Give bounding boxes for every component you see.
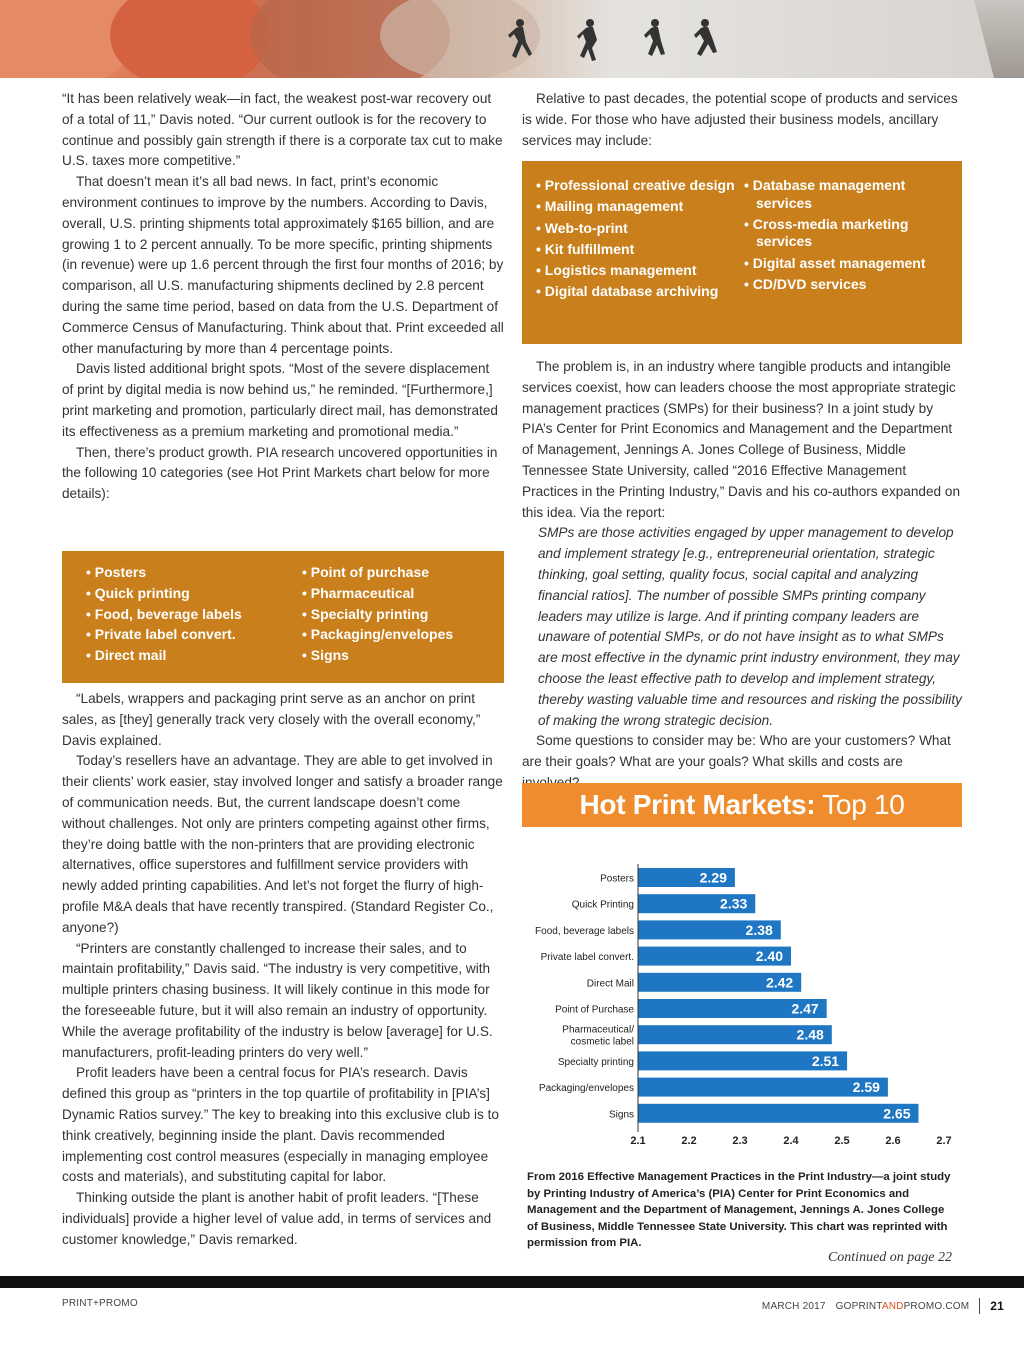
paragraph: The problem is, in an industry where tangible products and intangible services coexist, how can leaders choose the most appropriate strategic management practices (SMPs) for their business? In a joint study by PIA’s Center for Print Economics and Management and the Department of Management, Jennings A. Jones College of Business, Middle Tennessee State University, called “2016 Effective Management Practices in the Printing Industry,” Davis and his co-authors expanded on this idea. Via the report: — [522, 359, 960, 520]
list-item: • Point of purchase — [302, 564, 430, 580]
value-label: 2.42 — [765, 974, 794, 991]
list-item: • Kit fulfillment — [536, 240, 635, 257]
paragraph: Relative to past decades, the potential scope of products and services is wide. For those who have adjusted their business models, ancillary services may include: — [522, 91, 958, 148]
services-list-2 — [744, 177, 960, 344]
categories-list-1 — [86, 562, 302, 683]
x-tick-label: 2.2 — [681, 1135, 697, 1147]
chart-caption: From 2016 Effective Management Practices in the Print Industry—a joint study by Printing Industry of America’s (PIA) Center for Print Economics and Management and the Department of Management, Jennings A. Jones College of Business, Middle Tennessee State University. This chart was reprinted with permission from PIA. — [527, 1171, 951, 1249]
value-label: 2.29 — [699, 869, 727, 886]
paragraph: Some questions to consider may be: Who are your customers? What are their goals? What are your goals? What skills and costs are — [522, 733, 951, 770]
x-tick-label: 2.4 — [783, 1135, 799, 1147]
bar — [638, 1104, 919, 1123]
category-label: Specialty printing — [557, 1056, 634, 1068]
value-label: 2.59 — [852, 1079, 880, 1096]
list-item: • Pharmaceutical — [302, 584, 415, 601]
website-part: GOPRINT — [835, 1300, 882, 1312]
category-label: Packaging/envelopes — [538, 1083, 634, 1095]
categories-list-2 — [302, 562, 502, 683]
page-number: 21 — [990, 1299, 1004, 1313]
list-item: • Logistics management — [536, 262, 697, 279]
left-column — [62, 89, 504, 505]
value-label: 2.38 — [745, 921, 773, 938]
list-item: • Packaging/envelopes — [302, 626, 454, 643]
value-label: 2.51 — [811, 1052, 840, 1069]
list-item: • Specialty printing — [302, 605, 429, 622]
chart-title-bold: Hot Print Markets: — [579, 789, 816, 820]
value-label: 2.48 — [796, 1026, 824, 1043]
list-item: • Database management services — [744, 177, 906, 211]
list-item: • Professional creative design — [536, 177, 735, 193]
publication-name: PRINT+PROMO — [62, 1298, 138, 1309]
value-label: 2.65 — [883, 1105, 911, 1122]
paragraph: Thinking outside the plant is another habit of profit leaders. “[These individuals] provide a higher level of value add, in terms of services and customer knowledge,” Davis remarked. — [62, 1190, 492, 1247]
list-item: • CD/DVD services — [744, 275, 867, 292]
pencil-graphic — [974, 0, 1024, 78]
right-column-body — [522, 357, 962, 794]
paragraph: “Labels, wrappers and packaging print serve as an anchor on print sales, as [they] generally track very closely with the overall economy,” Davis explained. — [62, 691, 481, 748]
category-label: Direct Mail — [586, 978, 634, 990]
x-tick-label: 2.6 — [885, 1135, 901, 1147]
list-item: • Posters — [86, 564, 147, 580]
list-item: • Cross-media marketing services — [744, 215, 909, 250]
paragraph: “Printers are constantly challenged to increase their sales, and to maintain profitability,” Davis said. “The industry is very competitive, with multiple printers chasing business. It will likely continue in this mode for the foreseeable future, but it will also remain an industry of opportunity. While the average profitability of the industry is below [average] for U.S. manufacturers, profit-leading printers do very well.” — [62, 940, 493, 1060]
footer-right — [762, 1298, 1004, 1314]
website-part: PROMO.COM — [903, 1300, 970, 1312]
chart-title-normal: Top 10 — [815, 789, 905, 820]
header-banner-image — [0, 0, 1024, 78]
categories-box — [62, 551, 504, 683]
category-label: Point of Purchase — [555, 1004, 634, 1016]
list-item: • Mailing management — [536, 198, 684, 215]
x-tick-label: 2.7 — [936, 1135, 952, 1147]
list-item: • Direct mail — [86, 647, 167, 664]
x-tick-label: 2.5 — [834, 1135, 850, 1147]
bar — [638, 1078, 888, 1097]
right-column-intro — [522, 89, 962, 151]
website-part: AND — [881, 1300, 904, 1312]
list-item: • Private label convert. — [86, 626, 236, 643]
category-label: Quick Printing — [571, 899, 634, 911]
paragraph: Today’s resellers have an advantage. They are able to get involved in their clients’ work easier, stay involved longer and satisfy a broader range of communication needs. But, the current landscape doesn’t come without challenges. Not only are printers competing against other firms, they’re doing battle with the non-printers that are providing electronic alternatives, office superstores and fulfillment service providers with newly added printing capabilities. And let’s not forget the flurry of high-profile M&A deals that have recently transpired. (Standard Register Co., anyone?) — [62, 753, 503, 935]
list-item: • Food, beverage labels — [86, 605, 242, 622]
runners-illustration — [500, 16, 750, 71]
value-label: 2.47 — [791, 1000, 819, 1017]
value-label: 2.33 — [720, 895, 748, 912]
paragraph: “It has been relatively weak—in fact, the weakest post-war recovery out of a total of 11,” Davis noted. “Our current outlook is for the recovery to continue and possibly gain strength if there is a corporate tax cut to make U.S. taxes more competitive.” — [62, 91, 503, 169]
footer-rule — [0, 1276, 1024, 1288]
list-item: • Web-to-print — [536, 219, 628, 236]
paragraph: Davis listed additional bright spots. “Most of the severe displacement of print by digital media is now behind us,” he reminded. “[Furthermore,] print marketing and promotion, particularly direct mail, has demonstrated its effectiveness as a premium marketing and promotional media.” — [62, 361, 498, 439]
category-label: Posters — [600, 873, 634, 885]
chart-title — [522, 783, 962, 827]
services-list-1 — [536, 177, 744, 344]
list-item: • Digital database archiving — [536, 283, 719, 300]
paragraph: Profit leaders have been a central focus for PIA’s research. Davis defined this group as “printers in the top quartile of profitability in [PIA’s] Dynamic Ratios survey.” The key to breaking into this exclusive club is to think creatively, beginning inside the plant. Davis recommended implementing cost control measures (especially in managing employee costs and materials), and substituting capital for labor. — [62, 1065, 499, 1185]
website — [836, 1301, 970, 1312]
x-tick-label: 2.1 — [630, 1135, 646, 1147]
category-label: Signs — [608, 1109, 634, 1121]
left-column-continued — [62, 689, 504, 1251]
value-label: 2.40 — [755, 948, 783, 965]
category-label: Private label convert. — [540, 952, 634, 964]
issue-date: MARCH 2017 — [761, 1300, 826, 1312]
category-label: Food, beverage labels — [535, 925, 634, 937]
paragraph: That doesn’t mean it’s all bad news. In fact, print’s economic environment continues to improve by the numbers. According to Davis, overall, U.S. printing shipments total approximately $165 billion, and are growing 1 to 2 percent annually. To be more specific, printing shipments (in revenue) were up 1.6 percent through the first four months of 2016; by comparison, all U.S. manufacturing shipments declined by 2.8 percent during the same time period, based on data from the U.S. Department of Commerce Census of Manufacturing. Think about that. Print exceeded all other manufacturing by more than 4 percentage points. — [62, 174, 504, 356]
list-item: • Signs — [302, 647, 349, 664]
list-item: • Quick printing — [86, 584, 190, 601]
continued-note: Continued on page 22 — [827, 1250, 952, 1265]
hot-print-markets-chart — [522, 860, 962, 1160]
x-tick-label: 2.3 — [732, 1135, 748, 1147]
report-quote: SMPs are those activities engaged by upper management to develop and implement strategy [e.g., entrepreneurial orientation, strategic thinking, goal setting, quality focus, social capital and analyzing financial ratios]. The number of possible SMPs printing company leaders may utilize is large. And if printing company leaders are unaware of potential SMPs, or do not have insight as to what SMPs are most effective in the dynamic print industry environment, they may choose the least effective path to develop and implement strategy, thereby wasting valuable time and resources and risking the possibility of making the wrong strategic decision. — [538, 525, 962, 728]
list-item: • Digital asset management — [744, 254, 926, 271]
category-label: Pharmaceutical/ cosmetic label — [562, 1024, 634, 1048]
services-box — [522, 161, 962, 344]
divider — [979, 1298, 980, 1314]
paragraph: Then, there’s product growth. PIA research uncovered opportunities in the following 10 categories (see Hot Print Markets chart below for more details): — [62, 444, 498, 502]
